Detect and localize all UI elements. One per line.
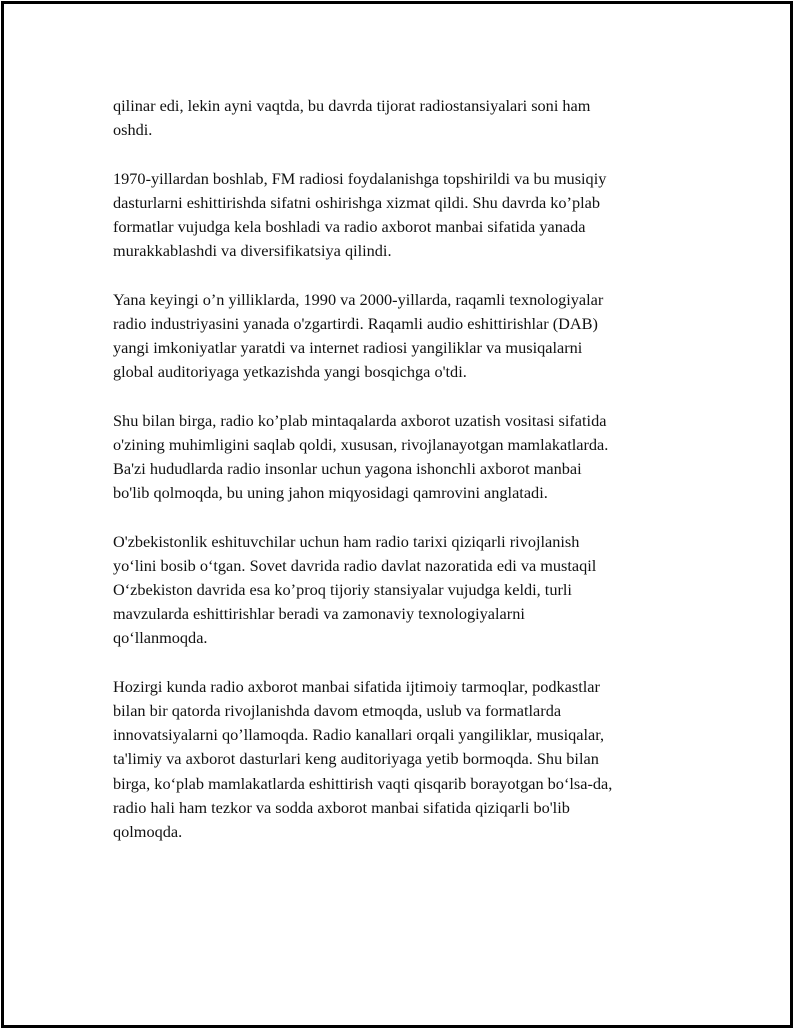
paragraph-4: Shu bilan birga, radio ko’plab mintaqalarda axborot uzatish vositasi sifatida o'zining muhimligini saqlab qoldi, xususan, rivojlanayotgan mamlakatlarda. Ba'zi hududlarda radio insonlar uchun yagona ishonchli axborot manbai bo'lib qolmoqda, bu uning jahon miqyosidagi qamrovini anglatadi. bbox=[113, 410, 609, 503]
paragraph-2: 1970-yillardan boshlab, FM radiosi foydalanishga topshirildi va bu musiqiy dasturlarni eshittirishda sifatni oshirishga xizmat qildi. Shu davrda ko’plab formatlar vujudga kela boshladi va radio axborot manbai sifatida yanada murakkablashdi va diversifikatsiya qilindi. bbox=[113, 168, 607, 261]
paragraph-1: qilinar edi, lekin ayni vaqtda, bu davrda tijorat radiostansiyalari soni ham oshdi. bbox=[113, 96, 591, 140]
document-body bbox=[113, 94, 713, 868]
paragraph-6: Hozirgi kunda radio axborot manbai sifatida ijtimoiy tarmoqlar, podkastlar bilan bir qatorda rivojlanishda davom etmoqda, uslub va formatlarda innovatsiyalarni qo’llamoqda. Radio kanallari orqali yangiliklar, musiqalar, ta'limiy va axborot dasturlari keng auditoriyaga yetib bormoqda. Shu bilan birga, ko‘plab mamlakatlarda eshittirish vaqti qisqarib borayotgan bo‘lsa-da, radio hali ham tezkor va sodda axborot manbai sifatida qiziqarli bo'lib qolmoqda. bbox=[113, 676, 613, 842]
paragraph-5: O'zbekistonlik eshituvchilar uchun ham radio tarixi qiziqarli rivojlanish yo‘lini bosib o‘tgan. Sovet davrida radio davlat nazoratida edi va mustaqil O‘zbekiston davrida esa ko’proq tijoriy stansiyalar vujudga keldi, turli mavzularda eshittirishlar beradi va zamonaviy texnologiyalarni qo‘llanmoqda. bbox=[113, 531, 597, 648]
paragraph-3: Yana keyingi o’n yilliklarda, 1990 va 2000-yillarda, raqamli texnologiyalar radio industriyasini yanada o'zgartirdi. Raqamli audio eshittirishlar (DAB) yangi imkoniyatlar yaratdi va internet radiosi yangiliklar va musiqalarni global auditoriyaga yetkazishda yangi bosqichga o'tdi. bbox=[113, 289, 604, 382]
